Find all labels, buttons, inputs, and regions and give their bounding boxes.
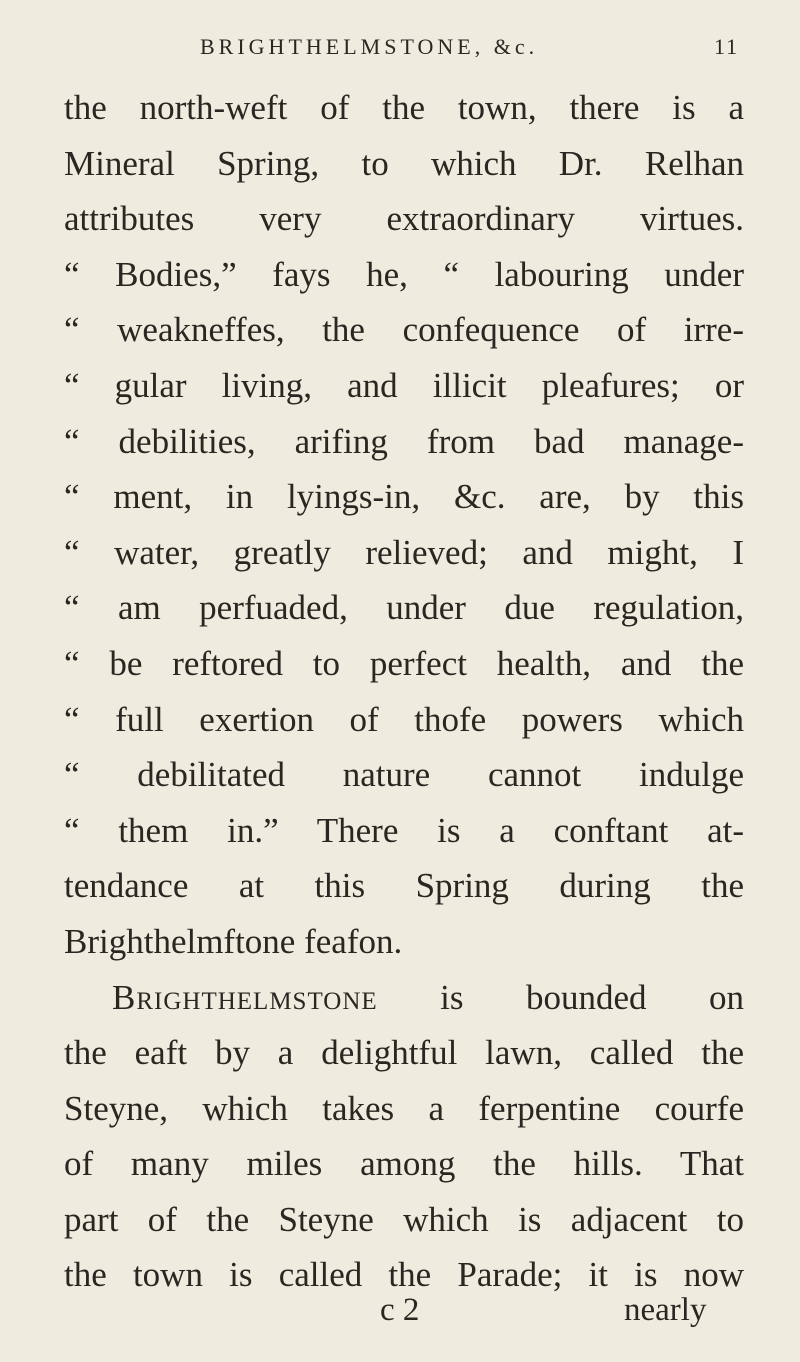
text-line: the eaft by a delightful lawn, called the (64, 1033, 744, 1073)
page-header (0, 28, 800, 68)
smallcaps-word: Brighthelmstone (112, 977, 378, 1017)
text-line: Mineral Spring, to which Dr. Relhan (64, 143, 744, 183)
text-line: “ Bodies,” fays he, “ labouring under (64, 254, 744, 294)
text-line: “ am perfuaded, under due regulation, (64, 588, 744, 628)
text-line: “ debilitated nature cannot indulge (64, 755, 744, 795)
text-line: “ full exertion of thofe powers which (64, 699, 744, 739)
text-line: “ gular living, and illicit pleafures; or (64, 365, 744, 405)
text-line: tendance at this Spring during the (64, 866, 744, 906)
text-line: “ them in.” There is a conftant at- (64, 810, 744, 850)
text-line: the north-weft of the town, there is a (64, 88, 744, 127)
running-title: BRIGHTHELMSTONE, &c. (200, 34, 539, 59)
text-line: “ be reftored to perfect health, and the (64, 643, 744, 683)
text-line: Steyne, which takes a ferpentine courfe (64, 1088, 744, 1128)
text-line: the town is called the Parade; it is now (64, 1255, 744, 1295)
text-line: Brighthelmftone feafon. (64, 921, 403, 961)
page-footer (0, 1282, 800, 1338)
paragraph-opening-line (64, 970, 744, 1026)
text-line: of many miles among the hills. That (64, 1144, 744, 1184)
text-line: part of the Steyne which is adjacent to (64, 1199, 744, 1239)
text-line: “ weakneffes, the confequence of irre- (64, 310, 744, 350)
opening-line-rest: is bounded on (377, 977, 744, 1017)
text-line: “ ment, in lyings-in, &c. are, by this (64, 477, 744, 517)
signature-mark: c 2 (380, 1292, 420, 1328)
page-number: 11 (714, 34, 740, 59)
body-text (64, 80, 744, 1303)
text-line: attributes very extraordinary virtues. (64, 199, 744, 239)
text-line: “ water, greatly relieved; and might, I (64, 532, 744, 572)
catchword: nearly (624, 1292, 707, 1328)
text-line: “ debilities, arifing from bad manage- (64, 421, 744, 461)
